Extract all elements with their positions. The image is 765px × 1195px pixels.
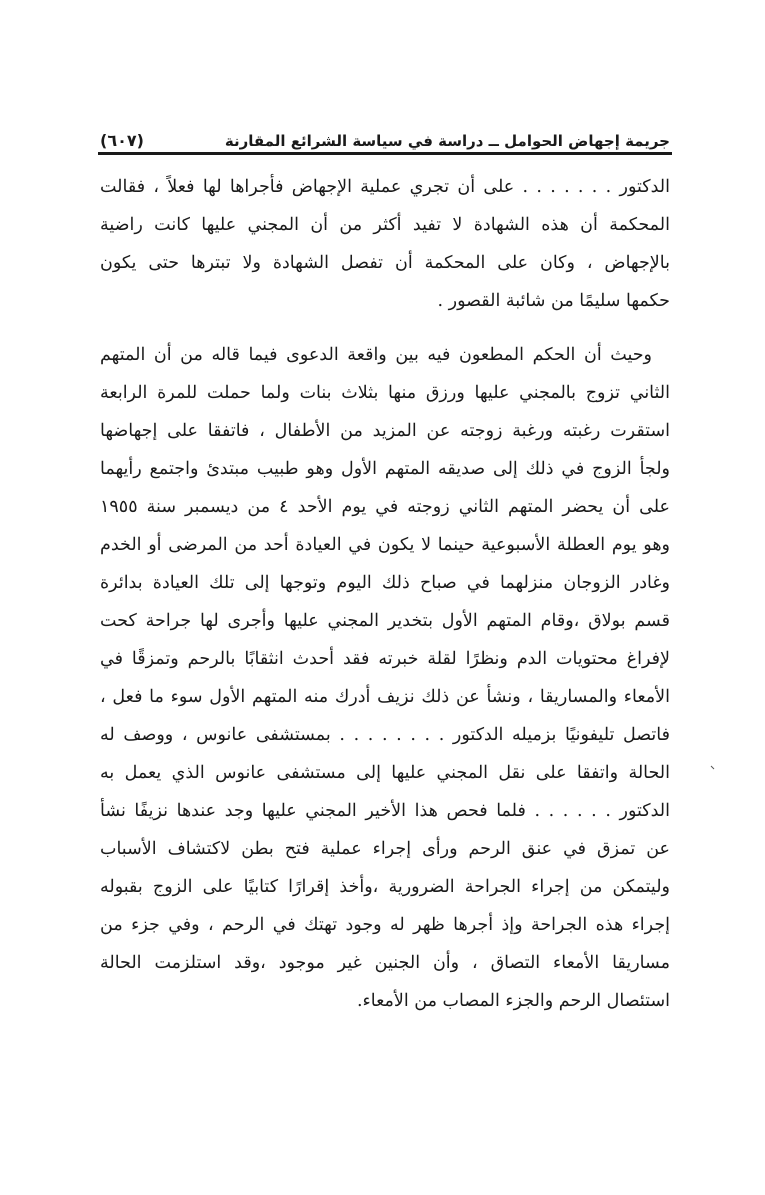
text-line: وغادر الزوجان منزلهما في صباح ذلك اليوم وتوجها إلى تلك العيادة بدائرة xyxy=(100,573,670,593)
page-number: (٦٠٧) xyxy=(100,131,144,150)
text-line: عن تمزق في عنق الرحم ورأى إجراء عملية فتح بطن لاكتشاف الأسباب xyxy=(100,839,670,859)
text-line: ولجأ الزوج في ذلك إلى صديقه المتهم الأول وهو طبيب مبتدئ واجتمع رأيهما xyxy=(100,459,670,479)
text-line: استقرت رغبته ورغبة زوجته عن المزيد من الأطفال ، فاتفقا على إجهاضها xyxy=(100,421,670,441)
running-title: جريمة إجهاض الحوامل ــ دراسة في سياسة الشرائع المقارنة xyxy=(224,132,670,150)
text-line: مساريقا الأمعاء التصاق ، وأن الجنين غير موجود ،وقد استلزمت الحالة xyxy=(100,953,670,973)
text-line: حكمها سليمًا من شائبة القصور . xyxy=(437,291,670,311)
text-line: فاتصل تليفونيًا بزميله الدكتور . . . . . . . . بمستشفى عانوس ، ووصف له xyxy=(100,725,670,745)
text-line: استئصال الرحم والجزء المصاب من الأمعاء. xyxy=(356,991,670,1011)
paragraph-1 xyxy=(100,168,670,320)
paragraph-2 xyxy=(100,336,670,1020)
text-line: وحيث أن الحكم المطعون فيه بين واقعة الدعوى فيما قاله من أن المتهم xyxy=(100,345,652,365)
text-line: الدكتور . . . . . . فلما فحص هذا الأخير المجني عليها وجد عندها نزيفًا نشأ xyxy=(100,801,670,821)
text-line: لإفراغ محتويات الدم ونظرًا لقلة خبرته فقد أحدث انثقابًا بالرحم وتمزقًا في xyxy=(100,649,670,669)
text-line: بالإجهاض ، وكان على المحكمة أن تفصل الشهادة ولا تبترها حتى يكون xyxy=(100,253,670,273)
text-line: على أن يحضر المتهم الثاني زوجته في يوم الأحد ٤ من ديسمبر سنة ١٩٥٥ xyxy=(100,497,670,517)
text-line: وليتمكن من إجراء الجراحة الضرورية ،وأخذ إقرارًا كتابيًا على الزوج بقبوله xyxy=(100,877,670,897)
text-line: الحالة واتفقا على نقل المجني عليها إلى مستشفى عانوس الذي يعمل به xyxy=(100,763,670,783)
running-header xyxy=(100,116,670,150)
text-line: الثاني تزوج بالمجني عليها ورزق منها بثلاث بنات ولما حملت للمرة الرابعة xyxy=(100,383,670,403)
text-line: قسم بولاق ،وقام المتهم الأول بتخدير المجني عليها وأجرى لها جراحة كحت xyxy=(100,611,670,631)
header-rule xyxy=(98,152,672,155)
text-line: إجراء هذه الجراحة وإذ أجرها ظهر له وجود تهتك في الرحم ، وفي جزء من xyxy=(100,915,670,935)
text-line: وهو يوم العطلة الأسبوعية حينما لا يكون في العيادة أحد من المرضى أو الخدم xyxy=(100,535,670,555)
text-line: الدكتور . . . . . . . على أن تجري عملية الإجهاض فأجراها لها فعلاً ، فقالت xyxy=(100,177,670,197)
text-line: المحكمة أن هذه الشهادة لا تفيد أكثر من أن المجني عليها كانت راضية xyxy=(100,215,670,235)
text-line: الأمعاء والمساريقا ، ونشأ عن ذلك نزيف أدرك منه المتهم الأول سوء ما فعل ، xyxy=(100,687,670,707)
margin-mark xyxy=(710,765,716,771)
